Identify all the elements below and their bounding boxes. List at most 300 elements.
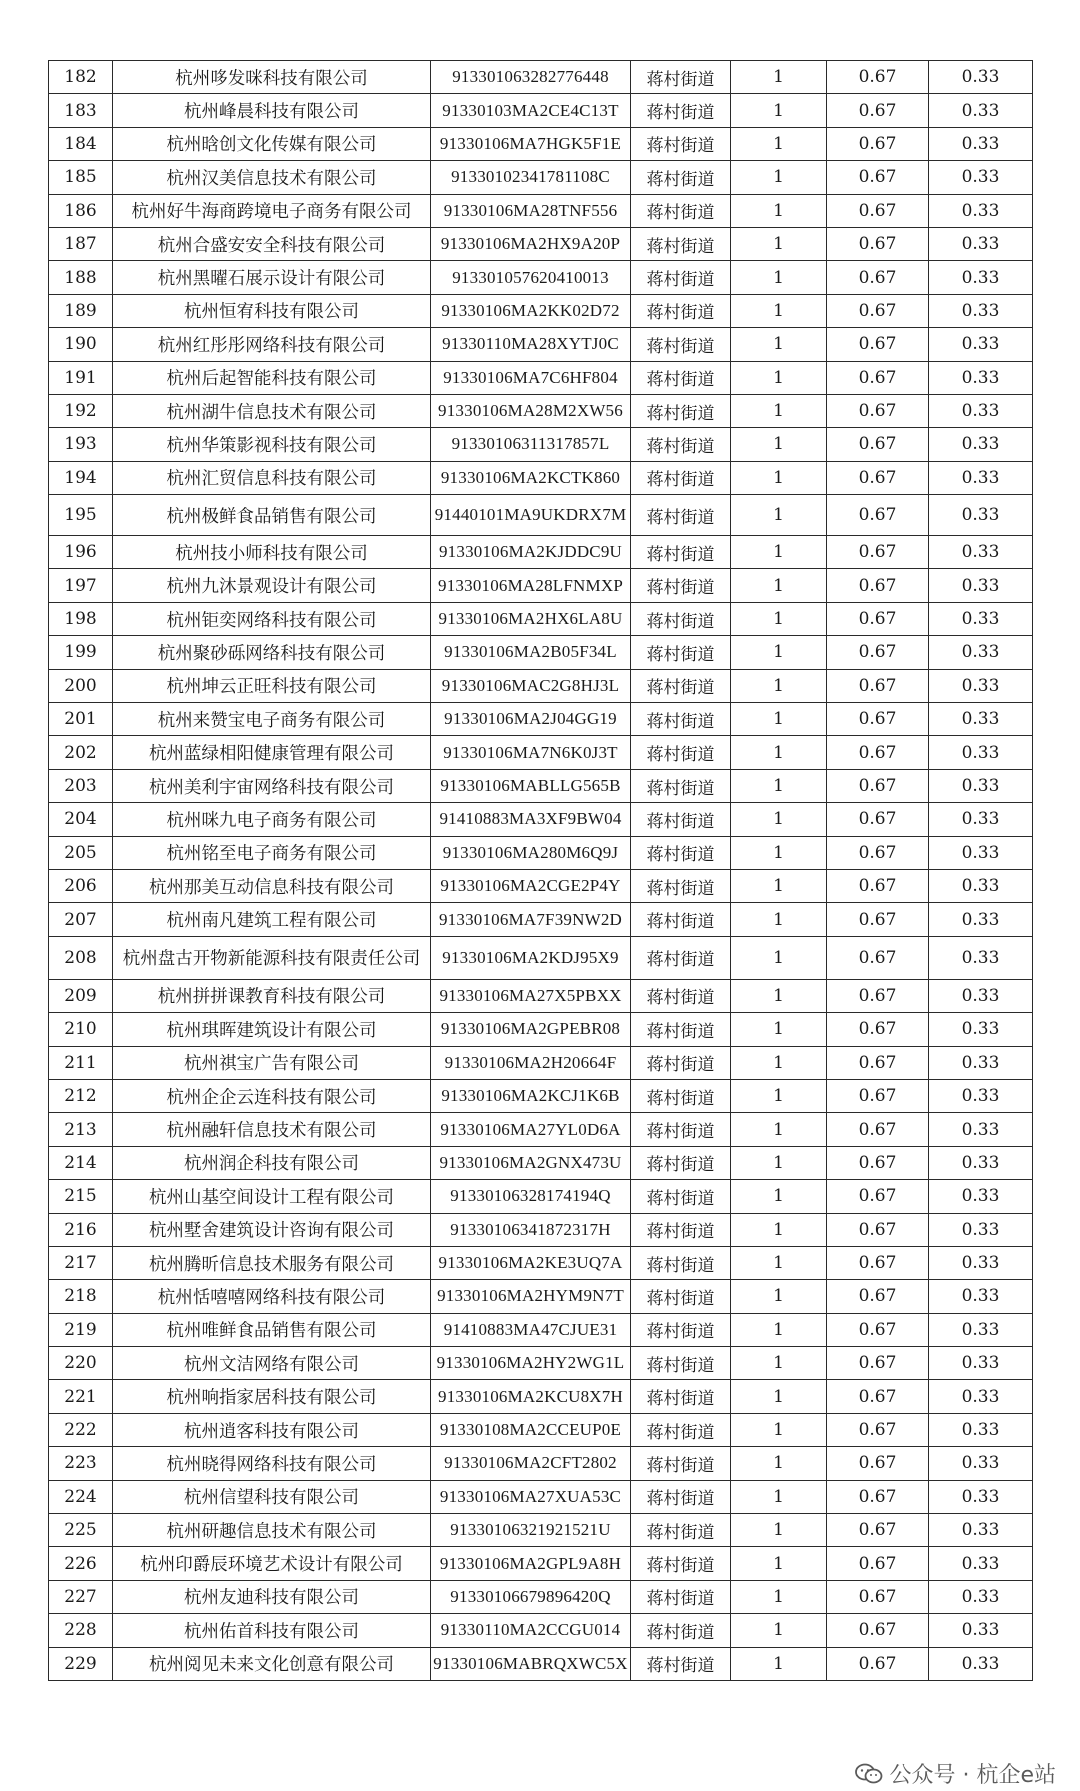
company-name: 杭州华策影视科技有限公司 xyxy=(113,428,431,461)
company-name: 杭州阅见未来文化创意有限公司 xyxy=(113,1647,431,1680)
value-a-cell: 0.67 xyxy=(827,1380,929,1413)
row-number: 218 xyxy=(49,1280,113,1313)
count-cell: 1 xyxy=(731,836,827,869)
company-name: 杭州信望科技有限公司 xyxy=(113,1480,431,1513)
value-a-cell: 0.67 xyxy=(827,1580,929,1613)
value-a-cell: 0.67 xyxy=(827,636,929,669)
count-cell: 1 xyxy=(731,227,827,260)
value-a-cell: 0.67 xyxy=(827,428,929,461)
value-b-cell: 0.33 xyxy=(929,769,1033,802)
value-a-cell: 0.67 xyxy=(827,1180,929,1213)
count-cell: 1 xyxy=(731,394,827,427)
table-row xyxy=(49,703,1033,736)
street-name: 蒋村街道 xyxy=(631,536,731,569)
value-b-cell: 0.33 xyxy=(929,1280,1033,1313)
value-b-cell: 0.33 xyxy=(929,495,1033,536)
count-cell: 1 xyxy=(731,703,827,736)
value-a-cell: 0.67 xyxy=(827,1547,929,1580)
value-b-cell: 0.33 xyxy=(929,1046,1033,1079)
table-row xyxy=(49,361,1033,394)
company-name: 杭州铭至电子商务有限公司 xyxy=(113,836,431,869)
count-cell: 1 xyxy=(731,328,827,361)
value-a-cell: 0.67 xyxy=(827,1246,929,1279)
count-cell: 1 xyxy=(731,1213,827,1246)
count-cell: 1 xyxy=(731,1180,827,1213)
credit-code: 91330106MA7N6K0J3T xyxy=(431,736,631,769)
value-a-cell: 0.67 xyxy=(827,1213,929,1246)
value-a-cell: 0.67 xyxy=(827,536,929,569)
value-a-cell: 0.67 xyxy=(827,261,929,294)
value-a-cell: 0.67 xyxy=(827,1347,929,1380)
street-name: 蒋村街道 xyxy=(631,328,731,361)
count-cell: 1 xyxy=(731,1447,827,1480)
street-name: 蒋村街道 xyxy=(631,903,731,936)
table-row xyxy=(49,769,1033,802)
company-name: 杭州琪晖建筑设计有限公司 xyxy=(113,1013,431,1046)
count-cell: 1 xyxy=(731,428,827,461)
count-cell: 1 xyxy=(731,669,827,702)
count-cell: 1 xyxy=(731,61,827,94)
table-row xyxy=(49,836,1033,869)
row-number: 188 xyxy=(49,261,113,294)
company-name: 杭州那美互动信息科技有限公司 xyxy=(113,869,431,902)
count-cell: 1 xyxy=(731,569,827,602)
credit-code: 91330106MA2KCJ1K6B xyxy=(431,1079,631,1112)
value-a-cell: 0.67 xyxy=(827,769,929,802)
company-name: 杭州唯鲜食品销售有限公司 xyxy=(113,1313,431,1346)
street-name: 蒋村街道 xyxy=(631,736,731,769)
value-a-cell: 0.67 xyxy=(827,328,929,361)
street-name: 蒋村街道 xyxy=(631,1280,731,1313)
table-row xyxy=(49,602,1033,635)
value-b-cell: 0.33 xyxy=(929,394,1033,427)
table-row xyxy=(49,536,1033,569)
company-name: 杭州腾昕信息技术服务有限公司 xyxy=(113,1246,431,1279)
credit-code: 91330106MA2CGE2P4Y xyxy=(431,869,631,902)
count-cell: 1 xyxy=(731,1079,827,1112)
company-name: 杭州恒宥科技有限公司 xyxy=(113,294,431,327)
row-number: 212 xyxy=(49,1079,113,1112)
credit-code: 91330106MA7C6HF804 xyxy=(431,361,631,394)
row-number: 217 xyxy=(49,1246,113,1279)
table-row xyxy=(49,294,1033,327)
row-number: 193 xyxy=(49,428,113,461)
count-cell: 1 xyxy=(731,1614,827,1647)
count-cell: 1 xyxy=(731,1046,827,1079)
street-name: 蒋村街道 xyxy=(631,1347,731,1380)
value-a-cell: 0.67 xyxy=(827,836,929,869)
value-b-cell: 0.33 xyxy=(929,1647,1033,1680)
watermark xyxy=(855,1758,1056,1789)
table-row xyxy=(49,636,1033,669)
row-number: 198 xyxy=(49,602,113,635)
company-name: 杭州墅舍建筑设计咨询有限公司 xyxy=(113,1213,431,1246)
table-row xyxy=(49,1313,1033,1346)
company-name: 杭州佑首科技有限公司 xyxy=(113,1614,431,1647)
value-b-cell: 0.33 xyxy=(929,461,1033,494)
count-cell: 1 xyxy=(731,1280,827,1313)
value-b-cell: 0.33 xyxy=(929,1013,1033,1046)
street-name: 蒋村街道 xyxy=(631,1480,731,1513)
table-row xyxy=(49,1046,1033,1079)
value-a-cell: 0.67 xyxy=(827,1079,929,1112)
company-name: 杭州极鲜食品销售有限公司 xyxy=(113,495,431,536)
company-name: 杭州九沐景观设计有限公司 xyxy=(113,569,431,602)
street-name: 蒋村街道 xyxy=(631,294,731,327)
credit-code: 91330106MA2KJDDC9U xyxy=(431,536,631,569)
value-b-cell: 0.33 xyxy=(929,1180,1033,1213)
value-b-cell: 0.33 xyxy=(929,703,1033,736)
company-name: 杭州美利宇宙网络科技有限公司 xyxy=(113,769,431,802)
street-name: 蒋村街道 xyxy=(631,394,731,427)
value-a-cell: 0.67 xyxy=(827,936,929,979)
credit-code: 91330108MA2CCEUP0E xyxy=(431,1413,631,1446)
count-cell: 1 xyxy=(731,1313,827,1346)
credit-code: 913301063282776448 xyxy=(431,61,631,94)
count-cell: 1 xyxy=(731,1246,827,1279)
credit-code: 91330110MA28XYTJ0C xyxy=(431,328,631,361)
count-cell: 1 xyxy=(731,1580,827,1613)
credit-code: 91330106MA2KK02D72 xyxy=(431,294,631,327)
table-row xyxy=(49,1180,1033,1213)
street-name: 蒋村街道 xyxy=(631,1013,731,1046)
street-name: 蒋村街道 xyxy=(631,1180,731,1213)
count-cell: 1 xyxy=(731,636,827,669)
value-a-cell: 0.67 xyxy=(827,361,929,394)
row-number: 185 xyxy=(49,161,113,194)
credit-code: 91330106MA2H20664F xyxy=(431,1046,631,1079)
company-name: 杭州响指家居科技有限公司 xyxy=(113,1380,431,1413)
row-number: 202 xyxy=(49,736,113,769)
count-cell: 1 xyxy=(731,1013,827,1046)
row-number: 194 xyxy=(49,461,113,494)
value-b-cell: 0.33 xyxy=(929,903,1033,936)
value-a-cell: 0.67 xyxy=(827,495,929,536)
table-row xyxy=(49,194,1033,227)
value-b-cell: 0.33 xyxy=(929,602,1033,635)
row-number: 216 xyxy=(49,1213,113,1246)
count-cell: 1 xyxy=(731,361,827,394)
credit-code: 91330106MA7F39NW2D xyxy=(431,903,631,936)
row-number: 207 xyxy=(49,903,113,936)
value-b-cell: 0.33 xyxy=(929,869,1033,902)
row-number: 195 xyxy=(49,495,113,536)
company-name: 杭州坤云正旺科技有限公司 xyxy=(113,669,431,702)
value-b-cell: 0.33 xyxy=(929,836,1033,869)
company-name: 杭州哆发咪科技有限公司 xyxy=(113,61,431,94)
count-cell: 1 xyxy=(731,1413,827,1446)
row-number: 191 xyxy=(49,361,113,394)
credit-code: 91330106MA2GPEBR08 xyxy=(431,1013,631,1046)
value-a-cell: 0.67 xyxy=(827,294,929,327)
street-name: 蒋村街道 xyxy=(631,1079,731,1112)
company-name: 杭州蓝绿相阳健康管理有限公司 xyxy=(113,736,431,769)
table-row xyxy=(49,1514,1033,1547)
value-a-cell: 0.67 xyxy=(827,1280,929,1313)
row-number: 209 xyxy=(49,979,113,1012)
value-b-cell: 0.33 xyxy=(929,227,1033,260)
value-a-cell: 0.67 xyxy=(827,461,929,494)
company-name: 杭州山基空间设计工程有限公司 xyxy=(113,1180,431,1213)
company-table xyxy=(48,60,1032,1681)
row-number: 197 xyxy=(49,569,113,602)
row-number: 215 xyxy=(49,1180,113,1213)
row-number: 190 xyxy=(49,328,113,361)
table-row xyxy=(49,261,1033,294)
value-a-cell: 0.67 xyxy=(827,194,929,227)
value-a-cell: 0.67 xyxy=(827,869,929,902)
credit-code: 91330106MA2KCTK860 xyxy=(431,461,631,494)
company-name: 杭州逍客科技有限公司 xyxy=(113,1413,431,1446)
value-b-cell: 0.33 xyxy=(929,1079,1033,1112)
value-a-cell: 0.67 xyxy=(827,1647,929,1680)
count-cell: 1 xyxy=(731,1113,827,1146)
row-number: 196 xyxy=(49,536,113,569)
table-row xyxy=(49,94,1033,127)
row-number: 228 xyxy=(49,1614,113,1647)
row-number: 227 xyxy=(49,1580,113,1613)
count-cell: 1 xyxy=(731,869,827,902)
street-name: 蒋村街道 xyxy=(631,1380,731,1413)
company-name: 杭州友迪科技有限公司 xyxy=(113,1580,431,1613)
table-row xyxy=(49,461,1033,494)
company-name: 杭州好牛海商跨境电子商务有限公司 xyxy=(113,194,431,227)
credit-code: 91410883MA3XF9BW04 xyxy=(431,803,631,836)
company-name: 杭州晓得网络科技有限公司 xyxy=(113,1447,431,1480)
table-row xyxy=(49,127,1033,160)
value-b-cell: 0.33 xyxy=(929,979,1033,1012)
value-b-cell: 0.33 xyxy=(929,361,1033,394)
value-b-cell: 0.33 xyxy=(929,1514,1033,1547)
street-name: 蒋村街道 xyxy=(631,61,731,94)
company-name: 杭州汇贸信息科技有限公司 xyxy=(113,461,431,494)
street-name: 蒋村街道 xyxy=(631,936,731,979)
count-cell: 1 xyxy=(731,127,827,160)
company-name: 杭州企企云连科技有限公司 xyxy=(113,1079,431,1112)
company-name: 杭州恬嘻嘻网络科技有限公司 xyxy=(113,1280,431,1313)
value-b-cell: 0.33 xyxy=(929,736,1033,769)
street-name: 蒋村街道 xyxy=(631,1313,731,1346)
credit-code: 91330106328174194Q xyxy=(431,1180,631,1213)
value-a-cell: 0.67 xyxy=(827,127,929,160)
table-row xyxy=(49,1280,1033,1313)
street-name: 蒋村街道 xyxy=(631,127,731,160)
company-name: 杭州融轩信息技术有限公司 xyxy=(113,1113,431,1146)
table-row xyxy=(49,1013,1033,1046)
credit-code: 91330106MA28TNF556 xyxy=(431,194,631,227)
value-a-cell: 0.67 xyxy=(827,1614,929,1647)
table-row xyxy=(49,1413,1033,1446)
value-b-cell: 0.33 xyxy=(929,1146,1033,1179)
street-name: 蒋村街道 xyxy=(631,769,731,802)
row-number: 203 xyxy=(49,769,113,802)
street-name: 蒋村街道 xyxy=(631,461,731,494)
company-name: 杭州文洁网络有限公司 xyxy=(113,1347,431,1380)
value-b-cell: 0.33 xyxy=(929,294,1033,327)
value-b-cell: 0.33 xyxy=(929,328,1033,361)
count-cell: 1 xyxy=(731,602,827,635)
company-name: 杭州钜奕网络科技有限公司 xyxy=(113,602,431,635)
count-cell: 1 xyxy=(731,1146,827,1179)
count-cell: 1 xyxy=(731,803,827,836)
row-number: 204 xyxy=(49,803,113,836)
credit-code: 91330106321921521U xyxy=(431,1514,631,1547)
table-row xyxy=(49,979,1033,1012)
value-b-cell: 0.33 xyxy=(929,536,1033,569)
company-name: 杭州合盛安安全科技有限公司 xyxy=(113,227,431,260)
company-name: 杭州盘古开物新能源科技有限责任公司 xyxy=(113,936,431,979)
credit-code: 91330106MA2B05F34L xyxy=(431,636,631,669)
street-name: 蒋村街道 xyxy=(631,1447,731,1480)
table-row xyxy=(49,869,1033,902)
value-a-cell: 0.67 xyxy=(827,669,929,702)
watermark-text: 公众号 · 杭企e站 xyxy=(889,1763,1056,1788)
value-a-cell: 0.67 xyxy=(827,1447,929,1480)
value-a-cell: 0.67 xyxy=(827,1313,929,1346)
credit-code: 913301057620410013 xyxy=(431,261,631,294)
row-number: 214 xyxy=(49,1146,113,1179)
company-name: 杭州拼拼课教育科技有限公司 xyxy=(113,979,431,1012)
row-number: 205 xyxy=(49,836,113,869)
credit-code: 91330106MA28LFNMXP xyxy=(431,569,631,602)
company-name: 杭州印爵辰环境艺术设计有限公司 xyxy=(113,1547,431,1580)
credit-code: 91330106MA2GNX473U xyxy=(431,1146,631,1179)
street-name: 蒋村街道 xyxy=(631,1614,731,1647)
company-name: 杭州红彤彤网络科技有限公司 xyxy=(113,328,431,361)
table-row xyxy=(49,1113,1033,1146)
table-row xyxy=(49,1347,1033,1380)
company-name: 杭州黑曜石展示设计有限公司 xyxy=(113,261,431,294)
row-number: 222 xyxy=(49,1413,113,1446)
row-number: 210 xyxy=(49,1013,113,1046)
credit-code: 91330106MA2HX9A20P xyxy=(431,227,631,260)
credit-code: 91330106MABLLG565B xyxy=(431,769,631,802)
table-row xyxy=(49,1079,1033,1112)
company-name: 杭州润企科技有限公司 xyxy=(113,1146,431,1179)
table-row xyxy=(49,903,1033,936)
row-number: 206 xyxy=(49,869,113,902)
row-number: 189 xyxy=(49,294,113,327)
value-b-cell: 0.33 xyxy=(929,1113,1033,1146)
count-cell: 1 xyxy=(731,194,827,227)
table-row xyxy=(49,328,1033,361)
table-row xyxy=(49,1647,1033,1680)
value-b-cell: 0.33 xyxy=(929,94,1033,127)
value-b-cell: 0.33 xyxy=(929,803,1033,836)
credit-code: 91330106311317857L xyxy=(431,428,631,461)
row-number: 224 xyxy=(49,1480,113,1513)
street-name: 蒋村街道 xyxy=(631,495,731,536)
street-name: 蒋村街道 xyxy=(631,1514,731,1547)
count-cell: 1 xyxy=(731,1547,827,1580)
row-number: 213 xyxy=(49,1113,113,1146)
company-name: 杭州聚砂砾网络科技有限公司 xyxy=(113,636,431,669)
credit-code: 91330103MA2CE4C13T xyxy=(431,94,631,127)
street-name: 蒋村街道 xyxy=(631,1246,731,1279)
table-row xyxy=(49,1480,1033,1513)
count-cell: 1 xyxy=(731,1647,827,1680)
company-name: 杭州峰晨科技有限公司 xyxy=(113,94,431,127)
count-cell: 1 xyxy=(731,936,827,979)
value-b-cell: 0.33 xyxy=(929,936,1033,979)
street-name: 蒋村街道 xyxy=(631,569,731,602)
credit-code: 91330106MA2KCU8X7H xyxy=(431,1380,631,1413)
row-number: 223 xyxy=(49,1447,113,1480)
wechat-icon xyxy=(855,1763,883,1785)
value-b-cell: 0.33 xyxy=(929,194,1033,227)
value-b-cell: 0.33 xyxy=(929,1480,1033,1513)
company-name: 杭州技小师科技有限公司 xyxy=(113,536,431,569)
credit-code: 91330106679896420Q xyxy=(431,1580,631,1613)
row-number: 229 xyxy=(49,1647,113,1680)
value-b-cell: 0.33 xyxy=(929,161,1033,194)
table-row xyxy=(49,495,1033,536)
value-a-cell: 0.67 xyxy=(827,1413,929,1446)
count-cell: 1 xyxy=(731,261,827,294)
company-name: 杭州晗创文化传媒有限公司 xyxy=(113,127,431,160)
count-cell: 1 xyxy=(731,769,827,802)
street-name: 蒋村街道 xyxy=(631,94,731,127)
credit-code: 91330106MA280M6Q9J xyxy=(431,836,631,869)
count-cell: 1 xyxy=(731,1380,827,1413)
count-cell: 1 xyxy=(731,1347,827,1380)
value-a-cell: 0.67 xyxy=(827,94,929,127)
credit-code: 91330106MAC2G8HJ3L xyxy=(431,669,631,702)
credit-code: 91330106MA2J04GG19 xyxy=(431,703,631,736)
credit-code: 91330106MA2KE3UQ7A xyxy=(431,1246,631,1279)
row-number: 219 xyxy=(49,1313,113,1346)
count-cell: 1 xyxy=(731,1514,827,1547)
table-row xyxy=(49,569,1033,602)
credit-code: 91330106MA2HYM9N7T xyxy=(431,1280,631,1313)
value-b-cell: 0.33 xyxy=(929,1347,1033,1380)
street-name: 蒋村街道 xyxy=(631,261,731,294)
value-b-cell: 0.33 xyxy=(929,636,1033,669)
value-a-cell: 0.67 xyxy=(827,1514,929,1547)
value-b-cell: 0.33 xyxy=(929,1380,1033,1413)
company-name: 杭州湖牛信息技术有限公司 xyxy=(113,394,431,427)
value-a-cell: 0.67 xyxy=(827,903,929,936)
value-b-cell: 0.33 xyxy=(929,1547,1033,1580)
street-name: 蒋村街道 xyxy=(631,1647,731,1680)
value-a-cell: 0.67 xyxy=(827,394,929,427)
row-number: 226 xyxy=(49,1547,113,1580)
value-b-cell: 0.33 xyxy=(929,1246,1033,1279)
table-row xyxy=(49,1246,1033,1279)
credit-code: 91330106MA2KDJ95X9 xyxy=(431,936,631,979)
street-name: 蒋村街道 xyxy=(631,428,731,461)
table-row xyxy=(49,936,1033,979)
table-row xyxy=(49,1380,1033,1413)
credit-code: 91330106MA2GPL9A8H xyxy=(431,1547,631,1580)
credit-code: 91330106341872317H xyxy=(431,1213,631,1246)
company-name: 杭州研趣信息技术有限公司 xyxy=(113,1514,431,1547)
row-number: 192 xyxy=(49,394,113,427)
street-name: 蒋村街道 xyxy=(631,1547,731,1580)
street-name: 蒋村街道 xyxy=(631,1413,731,1446)
value-a-cell: 0.67 xyxy=(827,161,929,194)
credit-code: 91330106MA7HGK5F1E xyxy=(431,127,631,160)
street-name: 蒋村街道 xyxy=(631,1113,731,1146)
street-name: 蒋村街道 xyxy=(631,1213,731,1246)
street-name: 蒋村街道 xyxy=(631,227,731,260)
credit-code: 91330106MA28M2XW56 xyxy=(431,394,631,427)
row-number: 187 xyxy=(49,227,113,260)
table-row xyxy=(49,1146,1033,1179)
table-row xyxy=(49,736,1033,769)
company-name: 杭州南凡建筑工程有限公司 xyxy=(113,903,431,936)
count-cell: 1 xyxy=(731,736,827,769)
